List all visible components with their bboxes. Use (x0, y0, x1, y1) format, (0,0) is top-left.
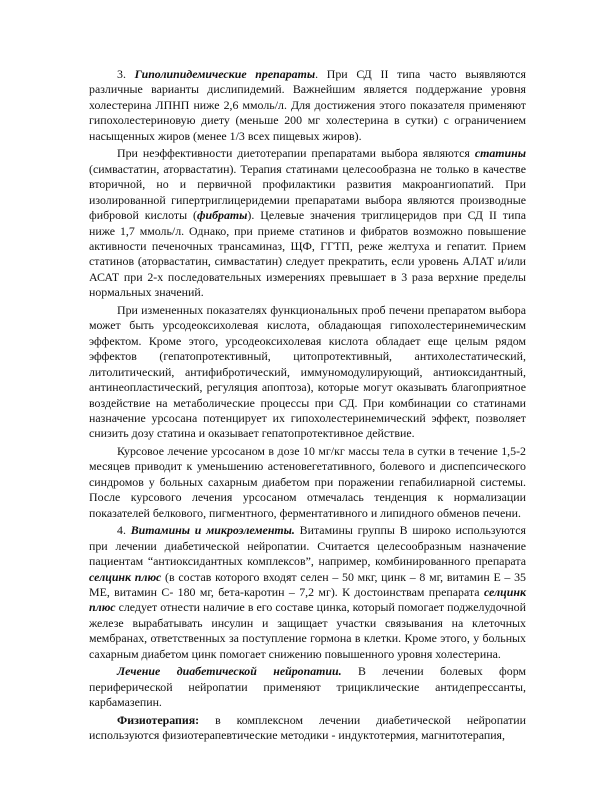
body-text: 3. (117, 67, 135, 81)
paragraph-vitamins (89, 523, 526, 662)
emphasis-text: Витамины и микроэлементы. (130, 523, 295, 538)
body-text: При измененных показателях функциональных проб печени препаратом выбора может быть урсодеоксихолевая кислота, обладающая гипохолестеринемическим эффектом. Кроме этого, урсодеоксихолевая кислота обладает еще целым рядом эффектов (гепатопротективный, цитопротективный, антихолестатический, литолитический, антифибротический, иммуномодулирующий, антиоксидантный, антинеопластический, регуляция апоптоза), которые могут оказывать благоприятное воздействие на метаболические процессы при СД. При комбинации со статинами назначение урсосана потенцирует их гипохолестеринемический эффект, позволяет снизить дозу статина и оказывает гепатопротективное действие. (89, 302, 526, 441)
paragraph-lipid-lowering (89, 67, 526, 144)
body-text: 4. (117, 523, 131, 538)
body-text: Курсовое лечение урсосаном в дозе 10 мг/кг массы тела в сутки в течение 1,5-2 месяцев приводит к уменьшению астеновегетативного, болевого и диспепсического синдромов у больных сахарным диабетом при поражении гепабилиарной системы. После курсового лечения урсосаном отмечалась тенденция к нормализации показателей белкового, пигментного, ферментативного и липидного обменов печени. (89, 443, 526, 520)
emphasis-text: фибраты (196, 208, 248, 223)
body-text: В лечении болевых форм периферической нейропатии применяют трициклические антидепрессанты, карбамазепин. (89, 664, 526, 710)
emphasis-text: Гиполипидемические препараты (134, 67, 316, 81)
body-text: в комплексном лечении диабетической нейропатии используются физиотерапевтические методики - индуктотермия, магнитотерапия, (89, 712, 526, 743)
body-text: (в состав которого входят селен – 50 мкг, цинк – 8 мг, витамин Е – 35 МЕ, витамин С- 180 мг, бета-каротин – 7,2 мг). К достоинствам препарата (89, 569, 526, 599)
body-text: Витамины группы В широко используются при лечении диабетической нейропатии. Считается целесообразным назначение пациентам “антиоксидантных комплексов”, например, комбинированного препарата (89, 523, 526, 569)
emphasis-text: Физиотерапия: (117, 712, 200, 727)
paragraph-physiotherapy (89, 713, 526, 744)
emphasis-text: селцинк плюс (89, 569, 162, 584)
body-text: ). Целевые значения триглицеридов при СД II типа ниже 1,7 ммоль/л. Однако, при приеме статинов и фибратов возможно повышение активности печеночных трансаминаз, ЩФ, ГГТП, реже желтуха и гепатит. Прием статинов (аторвастатин, симвастатин) следует прекратить, если уровень АЛАТ и/или АСАТ при 2-х последовательных измерениях превышает в 3 раза верхние пределы нормальных значений. (89, 208, 526, 300)
body-text: (симвастатин, аторвастатин). Терапия статинами целесообразна не только в качестве вторичной, но и первичной профилактики развития макроангиопатий. При изолированной гипертриглицеридемии препаратами выбора являются производные фибровой кислоты ( (89, 161, 526, 223)
emphasis-text: селцинк плюс (89, 584, 526, 615)
paragraph-ursodeoxycholic (89, 303, 526, 442)
body-text: . При СД II типа часто выявляются различные варианты дислипидемий. Важнейшим является поддержание уровня холестерина ЛПНП ниже 2,6 ммоль/л. Для достижения этого показателя применяют гипохолестериновую диету (меньше 200 мг холестерина в сутки) с ограничением насыщенных жиров (менее 1/3 всех пищевых жиров). (89, 67, 526, 143)
paragraph-statins (89, 146, 526, 301)
body-text: При неэффективности диетотерапии препаратами выбора являются (117, 146, 475, 161)
document-page (89, 67, 526, 745)
body-text: следует отнести наличие в его составе цинка, который помогает поджелудочной железе вырабатывать инсулин и защищает участки связывания на клеточных мембранах, ответственных за поступление гормона в клетки. Кроме этого, у больных сахарным диабетом цинк помогает снижению повышенного уровня холестерина. (89, 600, 526, 661)
emphasis-text: статины (474, 146, 526, 161)
paragraph-neuropathy-treatment (89, 664, 526, 710)
paragraph-ursosan-course (89, 444, 526, 521)
emphasis-text: Лечение диабетической нейропатии. (117, 664, 342, 679)
